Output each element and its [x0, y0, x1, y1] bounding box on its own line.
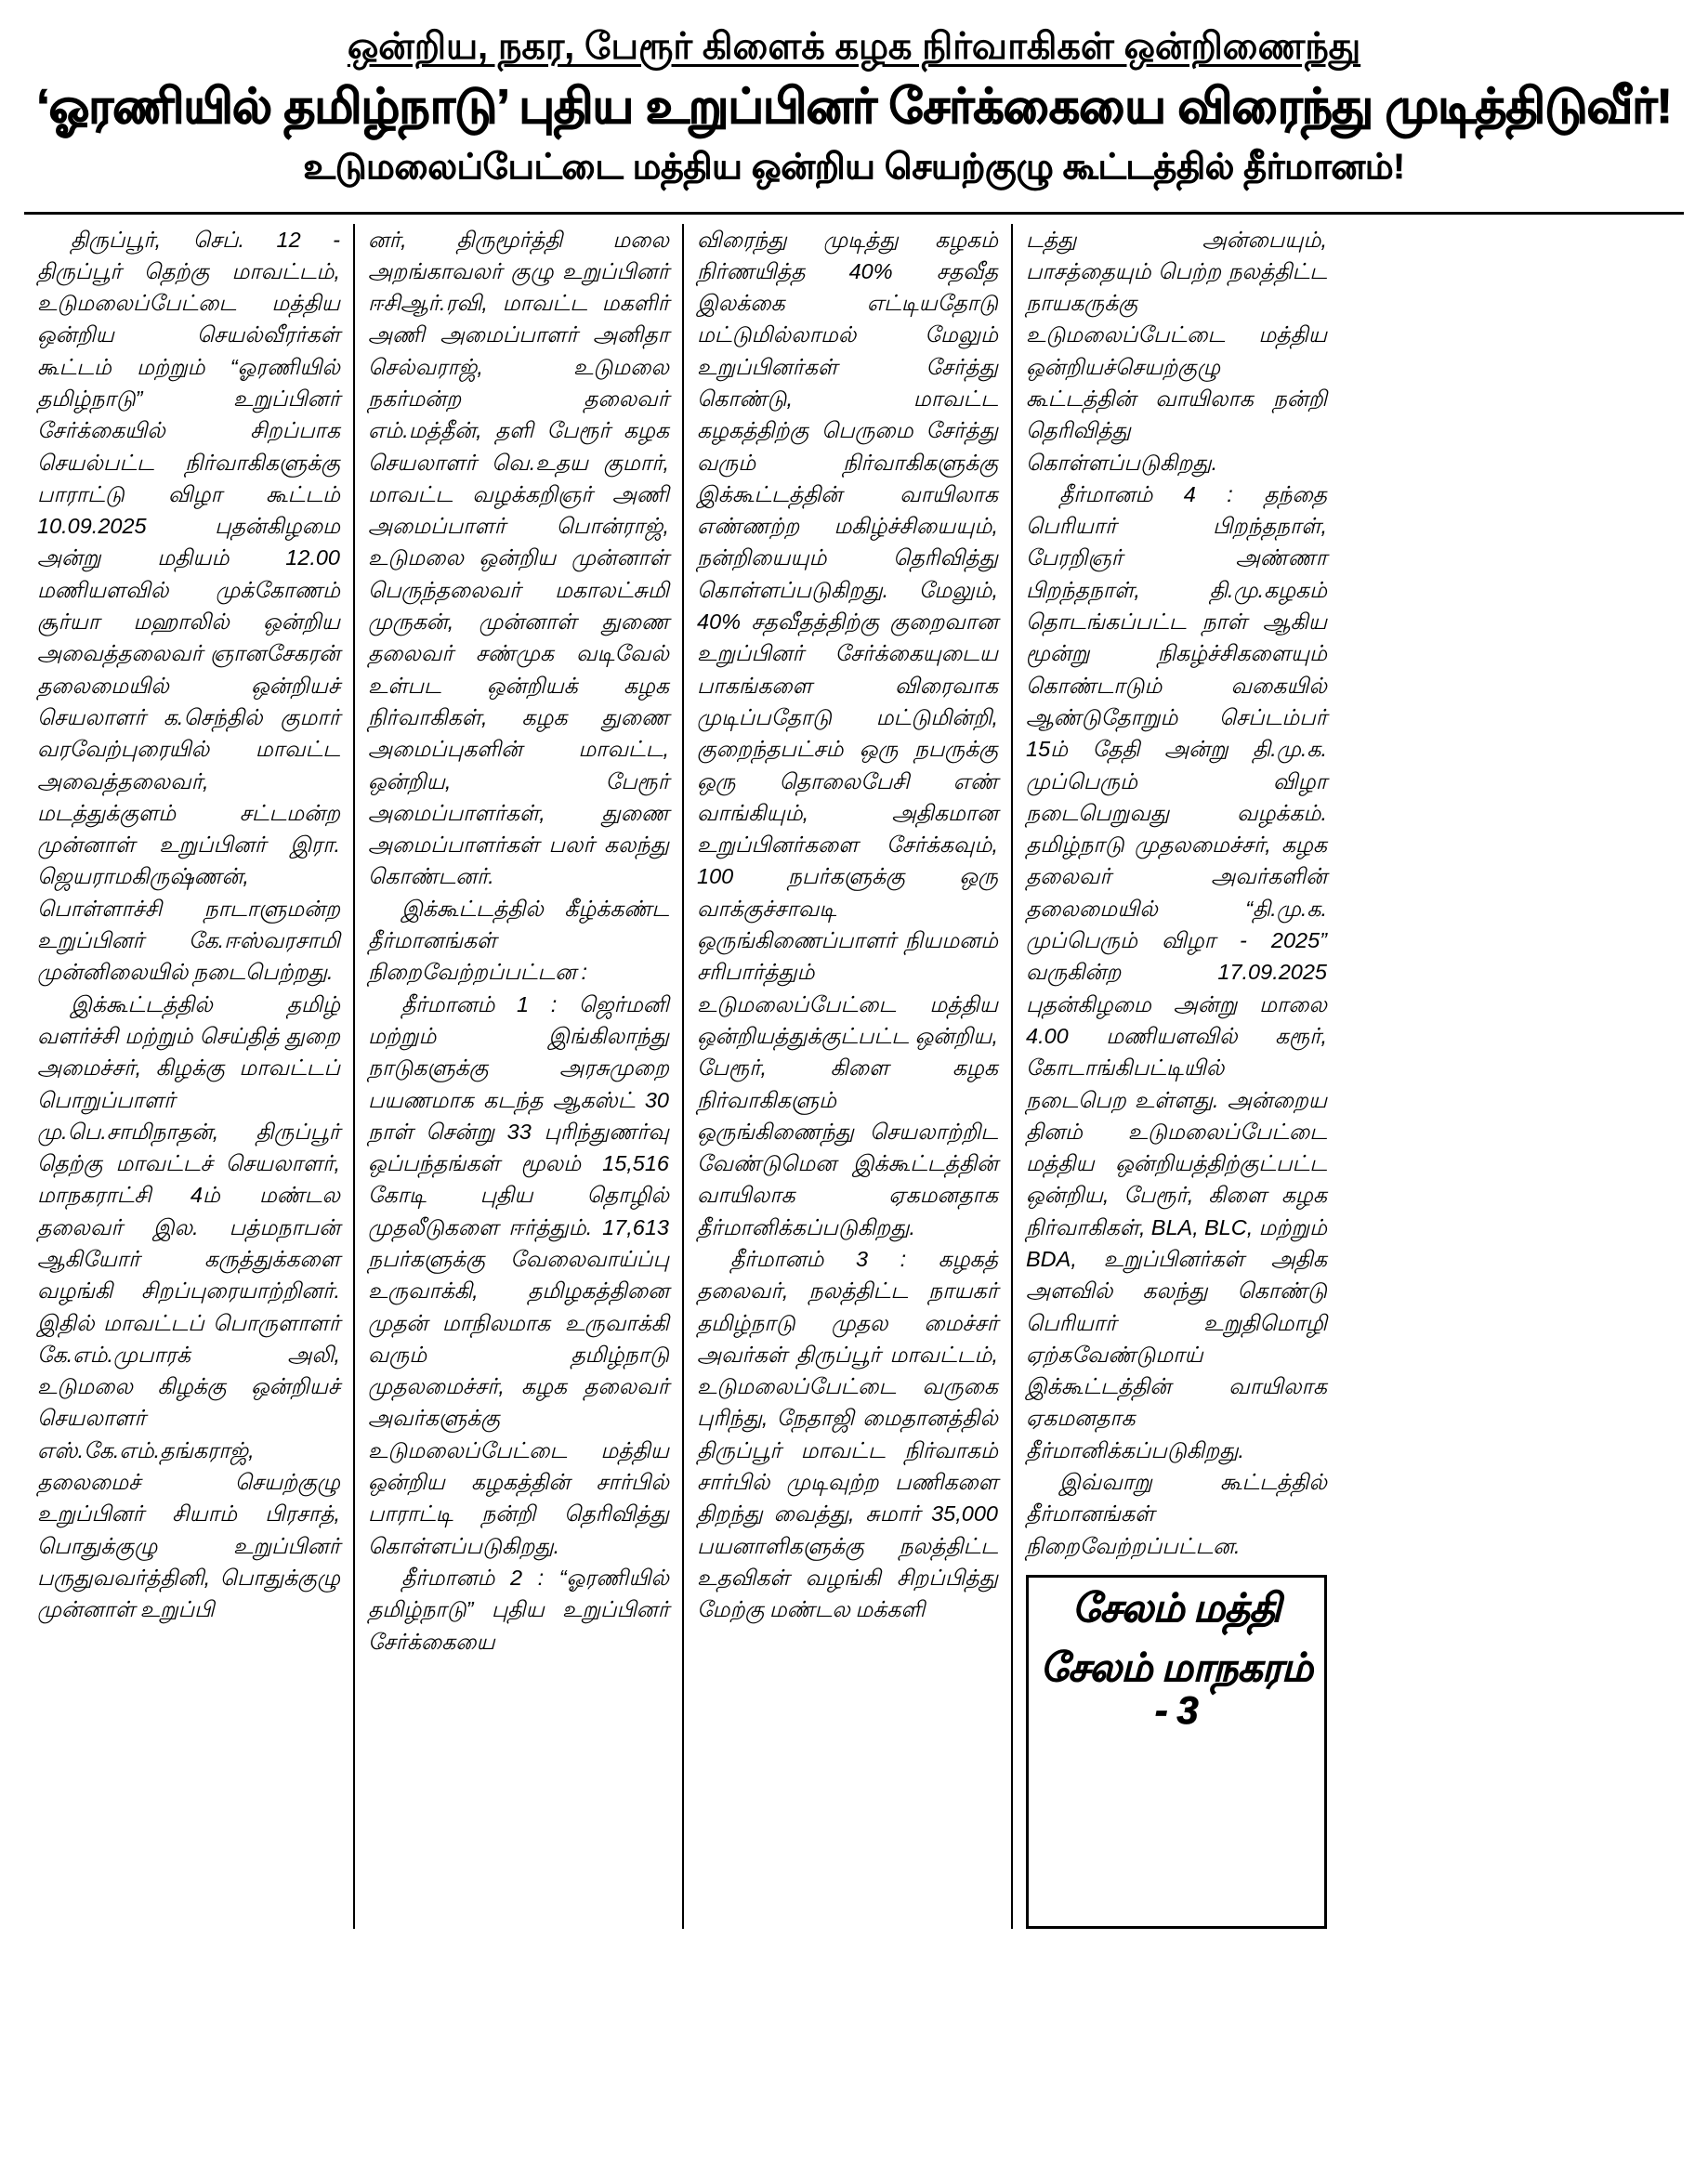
headline-block [24, 17, 1684, 206]
paragraph: தீர்மானம் 3 : கழகத் தலைவர், நலத்திட்ட நாயகர் தமிழ்நாடு முதல மைச்சர் அவர்கள் திருப்பூர் மாவட்டம், உடுமலைப்பேட்டை வருகை புரிந்து, நேதாஜி மைதானத்தில் திருப்பூர் மாவட்ட நிர்வாகம் சார்பில் முடிவுற்ற பணிகளை திறந்து வைத்து, சுமார் 35,000 பயனாளிகளுக்கு நலத்திட்ட உதவிகள் வழங்கி சிறப்பித்து மேற்கு மண்டல மக்களி [697, 1247, 998, 1622]
main-headline: ‘ஓரணியில் தமிழ்நாடு’ புதிய உறுப்பினர் சேர்க்கையை விரைந்து முடித்திடுவீர்! [36, 79, 1672, 134]
teaser-box [1026, 1575, 1327, 1929]
article-column-3 [682, 224, 1011, 1929]
paragraph: தீர்மானம் 2 : “ஓரணியில் தமிழ்நாடு” புதிய உறுப்பினர் சேர்க்கையை [368, 1565, 669, 1654]
teaser-subtitle: சேலம் மாநகரம் - 3 [1040, 1645, 1313, 1733]
sub-headline: உடுமலைப்பேட்டை மத்திய ஒன்றிய செயற்குழு கூட்டத்தில் தீர்மானம்! [303, 147, 1405, 187]
article-columns [24, 224, 1684, 1929]
paragraph: தீர்மானம் 4 : தந்தை பெரியார் பிறந்தநாள், பேரறிஞர் அண்ணா பிறந்தநாள், தி.மு.கழகம் தொடங்கப்பட்ட நாள் ஆகிய மூன்று நிகழ்ச்சிகளையும் கொண்டாடும் வகையில் ஆண்டுதோறும் செப்டம்பர் 15ம் தேதி அன்று தி.மு.க. முப்பெரும் விழா நடைபெறுவது வழக்கம். தமிழ்நாடு முதலமைச்சர், கழக தலைவர் அவர்களின் தலைமையில் “தி.மு.க. முப்பெரும் விழா - 2025” வருகின்ற 17.09.2025 புதன்கிழமை அன்று மாலை 4.00 மணியளவில் கரூர், கோடாங்கிபட்டியில் நடைபெற உள்ளது. அன்றைய தினம் உடுமலைப்பேட்டை மத்திய ஒன்றியத்திற்குட்பட்ட ஒன்றிய, பேரூர், கிளை கழக நிர்வாகிகள், BLA, BLC, மற்றும் BDA, உறுப்பினர்கள் அதிக அளவில் கலந்து கொண்டு பெரியார் உறுதிமொழி ஏற்கவேண்டுமாய் இக்கூட்டத்தின் வாயிலாக ஏகமனதாக தீர்மானிக்கப்படுகிறது. [1026, 481, 1327, 1462]
paragraph: டத்து அன்பையும், பாசத்தையும் பெற்ற நலத்திட்ட நாயகருக்கு உடுமலைப்பேட்டை மத்திய ஒன்றியச்செயற்குழு கூட்டத்தின் வாயிலாக நன்றி தெரிவித்து கொள்ளப்படுகிறது. [1026, 227, 1327, 475]
article-column-1 [24, 224, 353, 1929]
paragraph: இக்கூட்டத்தில் கீழ்க்கண்ட தீர்மானங்கள் நிறைவேற்றப்பட்டன : [368, 896, 669, 985]
kicker-headline: ஒன்றிய, நகர, பேரூர் கிளைக் கழக நிர்வாகிகள் ஒன்றிணைந்து [347, 26, 1361, 67]
article-column-4 [1011, 224, 1340, 1929]
teaser-title: சேலம் மத்தி [1071, 1585, 1281, 1630]
paragraph: திருப்பூர், செப். 12 - திருப்பூர் தெற்கு மாவட்டம், உடுமலைப்பேட்டை மத்திய ஒன்றிய செயல்வீரர்கள் கூட்டம் மற்றும் “ஓரணியில் தமிழ்நாடு” உறுப்பினர் சேர்க்கையில் சிறப்பாக செயல்பட்ட நிர்வாகிகளுக்கு பாராட்டு விழா கூட்டம் 10.09.2025 புதன்கிழமை அன்று மதியம் 12.00 மணியளவில் முக்கோணம் சூர்யா மஹாலில் ஒன்றிய அவைத்தலைவர் ஞானசேகரன் தலைமையில் ஒன்றியச் செயலாளர் க.செந்தில் குமார் வரவேற்புரையில் மாவட்ட அவைத்தலைவர், மடத்துக்குளம் சட்டமன்ற முன்னாள் உறுப்பினர் இரா. ஜெயராமகிருஷ்ணன், பொள்ளாச்சி நாடாளுமன்ற உறுப்பினர் கே.ஈஸ்வரசாமி முன்னிலையில் நடைபெற்றது. [37, 227, 340, 985]
paragraph: இக்கூட்டத்தில் தமிழ் வளர்ச்சி மற்றும் செய்தித் துறை அமைச்சர், கிழக்கு மாவட்டப் பொறுப்பாளர் மு.பெ.சாமிநாதன், திருப்பூர் தெற்கு மாவட்டச் செயலாளர், மாநகராட்சி 4ம் மண்டல தலைவர் இல. பத்மநாபன் ஆகியோர் கருத்துக்களை வழங்கி சிறப்புரையாற்றினர். இதில் மாவட்டப் பொருளாளர் கே.எம்.முபாரக் அலி, உடுமலை கிழக்கு ஒன்றியச் செயலாளர் எஸ்.கே.எம்.தங்கராஜ், தலைமைச் செயற்குழு உறுப்பினர் சியாம் பிரசாத், பொதுக்குழு உறுப்பினர் பருதுவவர்த்தினி, பொதுக்குழு முன்னாள் உறுப்பி [37, 991, 340, 1622]
paragraph: னர், திருமூர்த்தி மலை அறங்காவலர் குழு உறுப்பினர் ஈசிஆர்.ரவி, மாவட்ட மகளிர் அணி அமைப்பாளர் அனிதா செல்வராஜ், உடுமலை நகர்மன்ற தலைவர் எம்.மத்தீன், தளி பேரூர் கழக செயலாளர் வெ.உதய குமார், மாவட்ட வழக்கறிஞர் அணி அமைப்பாளர் பொன்ராஜ், உடுமலை ஒன்றிய முன்னாள் பெருந்தலைவர் மகாலட்சுமி முருகன், முன்னாள் துணை தலைவர் சண்முக வடிவேல் உள்பட ஒன்றியக் கழக நிர்வாகிகள், கழக துணை அமைப்புகளின் மாவட்ட, ஒன்றிய, பேரூர் அமைப்பாளர்கள், துணை அமைப்பாளர்கள் பலர் கலந்து கொண்டனர். [368, 227, 669, 889]
header-divider [24, 212, 1684, 215]
column-4-text-flow [1026, 224, 1327, 1562]
paragraph: இவ்வாறு கூட்டத்தில் தீர்மானங்கள் நிறைவேற்றப்பட்டன. [1026, 1470, 1327, 1558]
article-column-2 [353, 224, 682, 1929]
paragraph: விரைந்து முடித்து கழகம் நிர்ணயித்த 40% சதவீத இலக்கை எட்டியதோடு மட்டுமில்லாமல் மேலும் உறுப்பினர்கள் சேர்த்து கொண்டு, மாவட்ட கழகத்திற்கு பெருமை சேர்த்து வரும் நிர்வாகிகளுக்கு இக்கூட்டத்தின் வாயிலாக எண்ணற்ற மகிழ்ச்சியையும், நன்றியையும் தெரிவித்து கொள்ளப்படுகிறது. மேலும், 40% சதவீதத்திற்கு குறைவான உறுப்பினர் சேர்க்கையுடைய பாகங்களை விரைவாக முடிப்பதோடு மட்டுமின்றி, குறைந்தபட்சம் ஒரு நபருக்கு ஒரு தொலைபேசி எண் வாங்கியும், அதிகமான உறுப்பினர்களை சேர்க்கவும், 100 நபர்களுக்கு ஒரு வாக்குச்சாவடி ஒருங்கிணைப்பாளர் நியமனம் சரிபார்த்தும் உடுமலைப்பேட்டை மத்திய ஒன்றியத்துக்குட்பட்ட ஒன்றிய, பேரூர், கிளை கழக நிர்வாகிகளும் ஒருங்கிணைந்து செயலாற்றிட வேண்டுமென இக்கூட்டத்தின் வாயிலாக ஏகமனதாக தீர்மானிக்கப்படுகிறது. [697, 227, 998, 1239]
paragraph: தீர்மானம் 1 : ஜெர்மனி மற்றும் இங்கிலாந்து நாடுகளுக்கு அரசுமுறை பயணமாக கடந்த ஆகஸ்ட் 30 நாள் சென்று 33 புரிந்துணர்வு ஒப்பந்தங்கள் மூலம் 15,516 கோடி புதிய தொழில் முதலீடுகளை ஈர்த்தும். 17,613 நபர்களுக்கு வேலைவாய்ப்பு உருவாக்கி, தமிழகத்தினை முதன் மாநிலமாக உருவாக்கி வரும் தமிழ்நாடு முதலமைச்சர், கழக தலைவர் அவர்களுக்கு உடுமலைப்பேட்டை மத்திய ஒன்றிய கழகத்தின் சார்பில் பாராட்டி நன்றி தெரிவித்து கொள்ளப்படுகிறது. [368, 991, 669, 1558]
